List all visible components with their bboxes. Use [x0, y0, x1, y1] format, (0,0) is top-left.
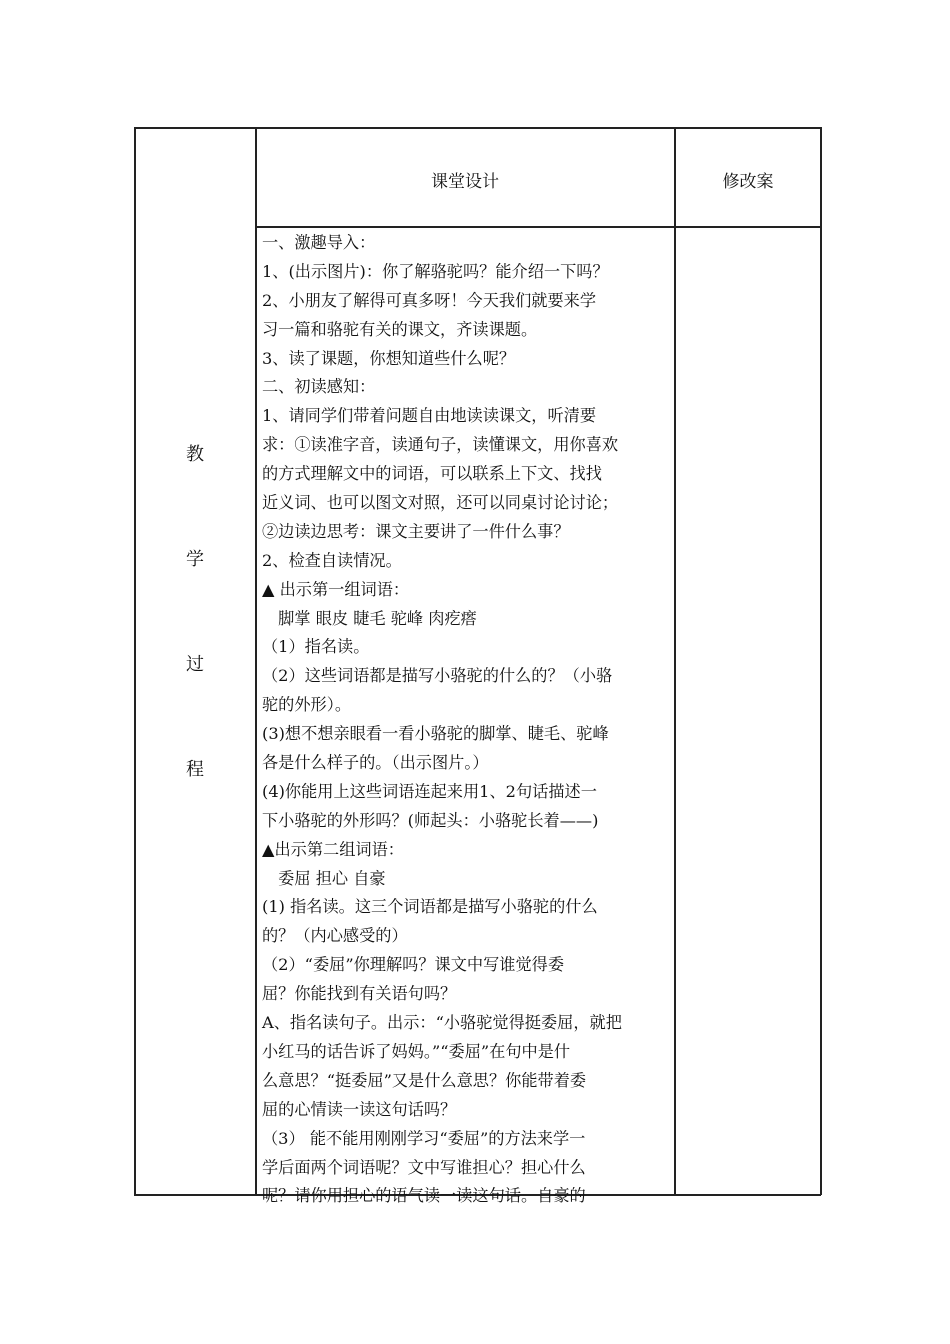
content-line: 2、检查自读情况。: [262, 550, 402, 570]
content-line: ▲出示第二组词语：: [262, 839, 404, 859]
side-label-char: 教: [186, 444, 204, 465]
content-line: 各是什么样子的。（出示图片。）: [262, 753, 489, 773]
side-label-char: 程: [186, 759, 204, 780]
content-line: (4)你能用上这些词语连起来用1、2句话描述一: [262, 781, 597, 801]
content-line: 2、小朋友了解得可真多呀！今天我们就要来学: [262, 290, 597, 310]
content-line: 1、(出示图片)：你了解骆驼吗？能介绍一下吗？: [262, 261, 609, 281]
content-line: 委屈 担心 自豪: [262, 868, 386, 888]
lesson-content: [262, 229, 672, 1211]
table-divider-col1: [255, 127, 257, 1195]
content-line: （2）“委屈”你理解吗？课文中写谁觉得委: [262, 955, 565, 975]
content-line: 下小骆驼的外形吗？(师起头：小骆驼长着——): [262, 810, 599, 830]
content-line: 习一篇和骆驼有关的课文，齐读课题。: [262, 319, 538, 339]
table-border-right: [820, 127, 822, 1195]
content-line: （3） 能不能用刚刚学习“委屈”的方法来学一: [262, 1128, 586, 1148]
revision-column-title: 修改案: [722, 172, 774, 192]
content-line: 呢？请你用担心的语气读一读这句话。自豪的: [262, 1186, 586, 1206]
side-label-char: 学: [186, 549, 204, 570]
content-line: 驼的外形）。: [262, 695, 352, 715]
table-divider-col2: [674, 127, 676, 1195]
content-line: 么意思？“挺委屈”又是什么意思？你能带着委: [262, 1070, 587, 1090]
content-line: 二、初读感知：: [262, 377, 376, 397]
content-line: 屈？你能找到有关语句吗？: [262, 984, 457, 1004]
content-line: ②边读边思考：课文主要讲了一件什么事？: [262, 521, 570, 541]
content-line: 脚掌 眼皮 睫毛 驼峰 肉疙瘩: [262, 608, 477, 628]
content-line: (1) 指名读。这三个词语都是描写小骆驼的什么: [262, 897, 598, 917]
content-line: （2）这些词语都是描写小骆驼的什么的？（小骆: [262, 666, 613, 686]
content-line: 近义词、也可以图文对照，还可以同桌讨论讨论；: [262, 493, 619, 513]
content-line: 小红马的话告诉了妈妈。”“委屈”在句中是什: [262, 1041, 571, 1061]
side-label-char: 过: [186, 654, 204, 675]
content-line: ▲ 出示第一组词语：: [262, 579, 410, 599]
content-line: 的？（内心感受的）: [262, 926, 408, 946]
content-line: A、指名读句子。出示：“小骆驼觉得挺委屈，就把: [262, 1013, 622, 1033]
content-line: （1）指名读。: [262, 637, 370, 657]
content-line: 的方式理解文中的词语，可以联系上下文、找找: [262, 464, 602, 484]
content-line: 3、读了课题，你想知道些什么呢？: [262, 348, 516, 368]
content-line: 1、请同学们带着问题自由地读读课文，听清要: [262, 406, 597, 426]
content-line: 学后面两个词语呢？文中写谁担心？担心什么: [262, 1157, 586, 1177]
table-border-top: [134, 127, 821, 129]
content-line: (3)想不想亲眼看一看小骆驼的脚掌、睫毛、驼峰: [262, 724, 609, 744]
table-header-divider: [255, 226, 821, 228]
design-column-title: 课堂设计: [431, 172, 499, 192]
content-line: 一、激趣导入：: [262, 233, 376, 252]
content-line: 屈的心情读一读这句话吗？: [262, 1099, 457, 1119]
content-line: 求：①读准字音，读通句子，读懂课文，用你喜欢: [262, 435, 619, 455]
